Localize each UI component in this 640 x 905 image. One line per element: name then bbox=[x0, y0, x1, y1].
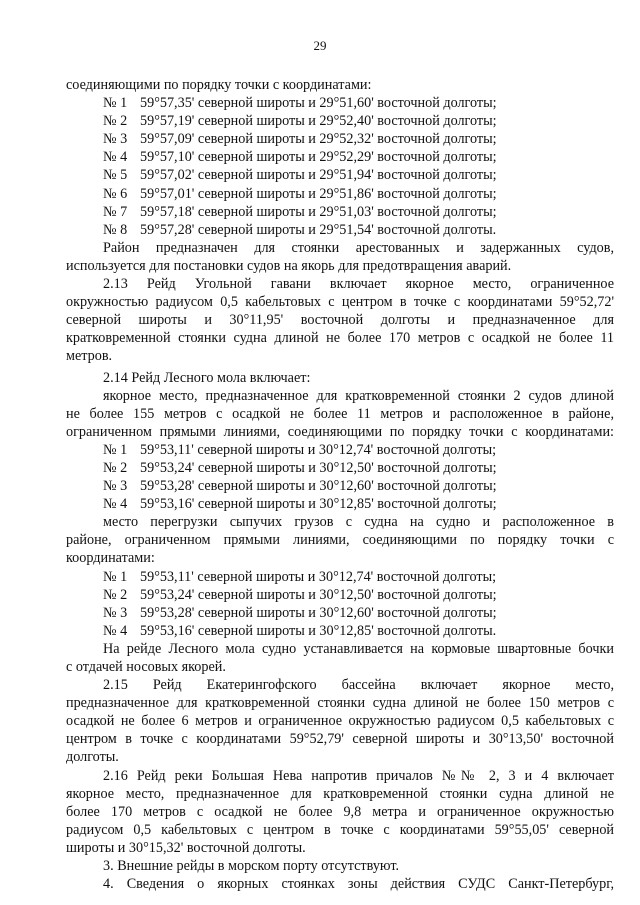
coordinate-line bbox=[66, 495, 614, 513]
coordinate-line bbox=[66, 568, 614, 586]
coordinate-text: 59°57,28' северной широты и 29°51,54' восточной долготы. bbox=[140, 221, 497, 238]
text-line: 2.13 Рейд Угольной гавани включает якорное место, ограниченное bbox=[103, 276, 614, 293]
coordinate-text: 59°57,10' северной широты и 29°52,29' восточной долготы; bbox=[140, 149, 497, 166]
text-line: 2.14 Рейд Лесного мола включает: bbox=[103, 369, 311, 386]
point-number: № 1 bbox=[103, 441, 128, 458]
coordinate-line bbox=[66, 94, 614, 112]
point-number: № 7 bbox=[103, 203, 128, 220]
text-line: якорное место, предназначенное для кратковременной стоянки 2 судов длиной bbox=[103, 387, 614, 404]
text-line: широты и 30°15,32' восточной долготы. bbox=[66, 839, 306, 856]
point-number: № 1 bbox=[103, 95, 128, 112]
text-line: На рейде Лесного мола судно устанавливается на кормовые швартовные бочки bbox=[103, 640, 614, 657]
coordinate-line bbox=[66, 604, 614, 622]
text-line: Район предназначен для стоянки арестованных и задержанных судов, bbox=[103, 239, 614, 256]
coordinate-text: 59°57,35' северной широты и 29°51,60' восточной долготы; bbox=[140, 95, 497, 112]
point-number: № 4 bbox=[103, 149, 128, 166]
point-number: № 4 bbox=[103, 622, 128, 639]
point-number: № 3 bbox=[103, 478, 128, 495]
point-number: № 3 bbox=[103, 604, 128, 621]
text-line: кратковременной стоянки судна длиной не более 170 метров с осадкой не более 11 bbox=[66, 330, 614, 347]
text-line: с отдачей носовых якорей. bbox=[66, 659, 226, 675]
point-number: № 4 bbox=[103, 496, 128, 513]
coordinate-text: 59°53,11' северной широты и 30°12,74' восточной долготы; bbox=[140, 441, 497, 458]
coordinate-line bbox=[66, 112, 614, 130]
text-line: 2.15 Рейд Екатерингофского бассейна включает якорное место, bbox=[103, 677, 614, 694]
document-body bbox=[66, 76, 614, 893]
coordinate-text: 59°57,02' северной широты и 29°51,94' восточной долготы; bbox=[140, 167, 497, 184]
text-line: якорное место, предназначенное для кратковременной стоянки судна длиной не bbox=[66, 785, 614, 802]
point-number: № 3 bbox=[103, 131, 128, 148]
point-number: № 2 bbox=[103, 586, 128, 603]
point-number: № 1 bbox=[103, 568, 128, 585]
coordinate-line bbox=[66, 203, 614, 221]
text-line: окружностью радиусом 0,5 кабельтовых с центром в точке с координатами 59°52,72' bbox=[66, 294, 614, 311]
text-line: координатами: bbox=[66, 550, 155, 567]
text-line: радиусом 0,5 кабельтовых с центром в точке с координатами 59°55,05' северной bbox=[66, 821, 614, 838]
text-line: используется для постановки судов на якорь для предотвращения аварий. bbox=[66, 257, 512, 274]
text-line: предназначенное для кратковременной стоянки судна длиной не более 150 метров с bbox=[66, 695, 614, 712]
text-line: место перегрузки сыпучих грузов с судна на судно и расположенное в bbox=[103, 514, 614, 531]
text-line: 2.16 Рейд реки Большая Нева напротив причалов №№ 2, 3 и 4 включает bbox=[103, 767, 614, 784]
point-number: № 6 bbox=[103, 185, 128, 202]
point-number: № 5 bbox=[103, 167, 128, 184]
coordinate-text: 59°57,01' северной широты и 29°51,86' восточной долготы; bbox=[140, 185, 497, 202]
coordinate-text: 59°53,28' северной широты и 30°12,60' восточной долготы; bbox=[140, 478, 497, 495]
coordinate-text: 59°53,24' северной широты и 30°12,50' восточной долготы; bbox=[140, 586, 497, 603]
text-line: долготы. bbox=[66, 749, 119, 766]
text-line: более 170 метров с осадкой не более 9,8 метра и ограниченное окружностью bbox=[66, 803, 614, 820]
point-number: № 8 bbox=[103, 221, 128, 238]
page-number: 29 bbox=[313, 38, 327, 53]
coordinate-line bbox=[66, 166, 614, 184]
coordinate-line bbox=[66, 185, 614, 203]
coordinate-text: 59°53,28' северной широты и 30°12,60' восточной долготы; bbox=[140, 604, 497, 621]
text-line: северной широты и 30°11,95' восточной долготы и предназначенное для bbox=[66, 312, 614, 329]
coordinate-line bbox=[66, 148, 614, 166]
text-line: центром в точке с координатами 59°52,79' северной широты и 30°13,50' восточной bbox=[66, 731, 614, 748]
coordinate-line bbox=[66, 459, 614, 477]
coordinate-line bbox=[66, 586, 614, 604]
text-line: осадкой не более 6 метров и ограниченное окружностью радиусом 0,5 кабельтовых с bbox=[66, 713, 614, 730]
coordinate-line bbox=[66, 221, 614, 239]
coordinate-line bbox=[66, 441, 614, 459]
coordinate-text: 59°53,24' северной широты и 30°12,50' восточной долготы; bbox=[140, 459, 497, 476]
coordinate-text: 59°57,19' северной широты и 29°52,40' восточной долготы; bbox=[140, 113, 497, 130]
coordinate-line bbox=[66, 622, 614, 640]
point-number: № 2 bbox=[103, 113, 128, 130]
text-line: не более 155 метров с осадкой не более 11 метров и расположенное в районе, bbox=[66, 405, 614, 422]
coordinate-text: 59°57,09' северной широты и 29°52,32' восточной долготы; bbox=[140, 131, 497, 148]
text-line: соединяющими по порядку точки с координатами: bbox=[66, 77, 372, 93]
coordinate-text: 59°53,16' северной широты и 30°12,85' восточной долготы; bbox=[140, 496, 497, 513]
text-line: районе, ограниченном прямыми линиями, соединяющими по порядку точки с bbox=[66, 532, 614, 549]
coordinate-text: 59°57,18' северной широты и 29°51,03' восточной долготы; bbox=[140, 203, 497, 220]
text-line: метров. bbox=[66, 348, 113, 365]
coordinate-line bbox=[66, 477, 614, 495]
coordinate-text: 59°53,16' северной широты и 30°12,85' восточной долготы. bbox=[140, 622, 497, 639]
coordinate-text: 59°53,11' северной широты и 30°12,74' восточной долготы; bbox=[140, 568, 497, 585]
text-line: 3. Внешние рейды в морском порту отсутствуют. bbox=[103, 858, 400, 875]
point-number: № 2 bbox=[103, 459, 128, 476]
text-line: 4. Сведения о якорных стоянках зоны действия СУДС Санкт-Петербург, bbox=[103, 876, 614, 893]
coordinate-line bbox=[66, 130, 614, 148]
text-line: ограниченном прямыми линиями, соединяющими по порядку точки с координатами: bbox=[66, 423, 614, 440]
